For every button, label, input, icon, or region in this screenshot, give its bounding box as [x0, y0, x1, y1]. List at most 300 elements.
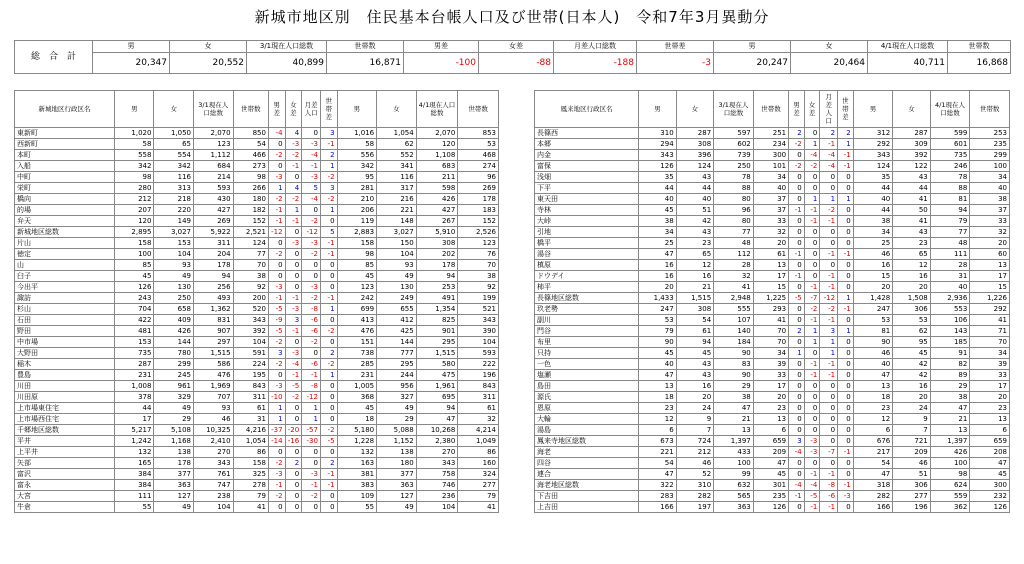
table-row	[535, 183, 1010, 194]
table-cell: 62	[377, 139, 417, 150]
table-cell: 49	[154, 502, 194, 513]
table-cell: 0	[285, 414, 302, 425]
table-cell: 224	[233, 359, 268, 370]
table-cell: 107	[714, 315, 754, 326]
table-cell: 46	[853, 348, 893, 359]
table-cell: -2	[820, 205, 838, 216]
table-cell: -12	[820, 293, 838, 304]
table-row	[15, 205, 499, 216]
table-cell: 148	[377, 216, 417, 227]
table-cell: 0	[320, 271, 337, 282]
table-cell: 4,216	[233, 425, 268, 436]
table-cell: 70	[970, 337, 1010, 348]
table-cell: 312	[853, 128, 893, 139]
table-row	[15, 381, 499, 392]
table-cell: 153	[114, 337, 154, 348]
table-cell: 377	[377, 469, 417, 480]
table-cell: 1	[820, 337, 838, 348]
table-cell: 17	[753, 271, 788, 282]
district-name: 海老地区総数	[535, 480, 639, 491]
table-cell: 21	[714, 414, 754, 425]
table-cell: -3	[268, 469, 285, 480]
table-cell: 0	[285, 337, 302, 348]
table-cell: 3,027	[377, 227, 417, 238]
table-cell: 45	[114, 271, 154, 282]
table-row	[15, 469, 499, 480]
table-cell: -1	[820, 249, 838, 260]
table-cell: 6	[753, 425, 788, 436]
right-header-cell: 女差	[804, 91, 820, 128]
table-cell: 295	[416, 337, 458, 348]
table-row	[535, 370, 1010, 381]
table-cell: 93	[377, 260, 417, 271]
table-cell: 120	[416, 139, 458, 150]
table-row	[15, 359, 499, 370]
table-cell: 23	[893, 238, 931, 249]
district-name: 上吉田	[535, 502, 639, 513]
table-cell: 5,088	[377, 425, 417, 436]
table-cell: 0	[320, 216, 337, 227]
table-cell: 13	[753, 260, 788, 271]
district-name: 副川	[535, 315, 639, 326]
table-cell: 343	[458, 315, 499, 326]
district-name: 長篠西	[535, 128, 639, 139]
table-cell: 0	[804, 260, 820, 271]
table-cell: -1	[285, 161, 302, 172]
table-cell: 54	[676, 315, 714, 326]
table-cell: 0	[789, 260, 805, 271]
table-cell: 0	[838, 260, 854, 271]
table-cell: 565	[714, 491, 754, 502]
table-cell: 40	[753, 183, 788, 194]
table-cell: -2	[320, 172, 337, 183]
table-cell: 16	[676, 271, 714, 282]
table-cell: 363	[714, 502, 754, 513]
table-cell: 124	[676, 161, 714, 172]
table-cell: 39	[970, 359, 1010, 370]
table-cell: -16	[285, 436, 302, 447]
table-cell: 0	[838, 315, 854, 326]
table-cell: 1,508	[893, 293, 931, 304]
table-row	[15, 172, 499, 183]
table-cell: 1,168	[154, 436, 194, 447]
table-cell: 122	[893, 161, 931, 172]
table-cell: 0	[838, 216, 854, 227]
table-row	[535, 260, 1010, 271]
table-cell: -1	[820, 282, 838, 293]
summary-value-cell: -100	[404, 53, 479, 74]
table-cell: 25	[639, 238, 677, 249]
table-cell: 39	[753, 359, 788, 370]
table-cell: 390	[458, 326, 499, 337]
table-cell: 20	[853, 282, 893, 293]
table-cell: 9	[676, 414, 714, 425]
table-cell: 0	[804, 458, 820, 469]
table-cell: 0	[789, 425, 805, 436]
table-cell: 21	[930, 414, 970, 425]
table-cell: 29	[154, 414, 194, 425]
table-cell: 71	[970, 326, 1010, 337]
table-cell: 104	[154, 249, 194, 260]
summary-header-cell: 世帯数	[327, 41, 404, 53]
table-cell: 37	[753, 205, 788, 216]
table-cell: 392	[893, 150, 931, 161]
table-cell: 427	[194, 205, 234, 216]
table-cell: 124	[853, 161, 893, 172]
table-cell: -1	[285, 293, 302, 304]
table-row	[15, 326, 499, 337]
table-cell: 624	[930, 480, 970, 491]
table-cell: 777	[377, 348, 417, 359]
table-cell: -3	[268, 282, 285, 293]
table-cell: 1	[320, 161, 337, 172]
district-name: 塩瀬	[535, 370, 639, 381]
table-cell: 0	[320, 502, 337, 513]
table-cell: 40	[853, 359, 893, 370]
table-cell: 1	[838, 326, 854, 337]
table-cell: 0	[789, 150, 805, 161]
table-cell: 0	[838, 425, 854, 436]
table-cell: -1	[302, 480, 321, 491]
table-cell: 267	[416, 216, 458, 227]
table-cell: 235	[753, 491, 788, 502]
district-name: 弁天	[15, 216, 115, 227]
table-cell: 362	[930, 502, 970, 513]
district-name: 上市場東住宅	[15, 403, 115, 414]
table-cell: 127	[377, 491, 417, 502]
table-cell: 1	[302, 403, 321, 414]
table-row	[535, 128, 1010, 139]
summary-value-cell: 20,464	[791, 53, 868, 74]
table-cell: 41	[893, 194, 931, 205]
table-cell: 1,397	[714, 436, 754, 447]
table-row	[535, 216, 1010, 227]
table-cell: 88	[714, 183, 754, 194]
table-cell: 20	[970, 392, 1010, 403]
table-cell: 151	[337, 337, 377, 348]
table-cell: 53	[853, 315, 893, 326]
right-header-cell: 世帯数	[753, 91, 788, 128]
district-name: 島田	[535, 381, 639, 392]
table-cell: 54	[233, 139, 268, 150]
table-cell: 2,883	[337, 227, 377, 238]
table-cell: 221	[639, 447, 677, 458]
table-cell: 166	[639, 502, 677, 513]
table-cell: -12	[302, 392, 321, 403]
table-cell: 0	[820, 414, 838, 425]
table-cell: -2	[820, 304, 838, 315]
right-header-cell: 世帯数	[970, 91, 1010, 128]
table-cell: 0	[302, 502, 321, 513]
table-cell: 343	[194, 458, 234, 469]
table-cell: 47	[714, 403, 754, 414]
table-cell: -2	[320, 194, 337, 205]
table-cell: 0	[268, 271, 285, 282]
table-cell: 196	[458, 370, 499, 381]
table-cell: 32	[753, 227, 788, 238]
table-cell: 0	[320, 282, 337, 293]
right-district-table	[534, 90, 1010, 513]
table-cell: -4	[789, 480, 805, 491]
table-cell: 377	[154, 469, 194, 480]
table-cell: 659	[970, 436, 1010, 447]
table-cell: 735	[114, 348, 154, 359]
table-row	[15, 502, 499, 513]
table-cell: 244	[377, 370, 417, 381]
table-cell: 132	[337, 447, 377, 458]
district-name: 門谷	[535, 326, 639, 337]
summary-table	[14, 40, 1011, 74]
table-cell: 2,380	[416, 436, 458, 447]
table-cell: -14	[268, 436, 285, 447]
table-row	[15, 315, 499, 326]
table-cell: 2	[789, 326, 805, 337]
table-cell: 104	[233, 337, 268, 348]
table-cell: 49	[377, 271, 417, 282]
table-cell: 207	[114, 205, 154, 216]
table-cell: -1	[804, 282, 820, 293]
table-cell: 0	[838, 502, 854, 513]
table-cell: 16	[853, 260, 893, 271]
table-cell: 20	[753, 238, 788, 249]
table-cell: 29	[377, 414, 417, 425]
table-cell: 2,410	[194, 436, 234, 447]
table-row	[15, 238, 499, 249]
table-cell: 12	[853, 414, 893, 425]
table-cell: 0	[789, 183, 805, 194]
table-cell: 124	[233, 238, 268, 249]
table-cell: -3	[302, 238, 321, 249]
table-cell: 287	[893, 128, 931, 139]
table-cell: 45	[337, 271, 377, 282]
table-cell: 55	[114, 502, 154, 513]
summary-header-cell: 男	[93, 41, 170, 53]
table-cell: 2,895	[114, 227, 154, 238]
right-header-cell: 3/1現在人口総数	[714, 91, 754, 128]
table-cell: 100	[714, 458, 754, 469]
table-cell: 0	[789, 304, 805, 315]
table-cell: 24	[893, 403, 931, 414]
table-cell: 126	[639, 161, 677, 172]
table-row	[535, 425, 1010, 436]
district-name: 中町	[15, 172, 115, 183]
table-cell: 552	[377, 150, 417, 161]
table-cell: 299	[970, 150, 1010, 161]
table-cell: 17	[114, 414, 154, 425]
table-cell: 41	[714, 282, 754, 293]
table-row	[15, 447, 499, 458]
table-cell: 34	[639, 227, 677, 238]
table-cell: 704	[114, 304, 154, 315]
table-cell: 51	[893, 469, 931, 480]
district-name: 豊島	[15, 370, 115, 381]
table-row	[15, 491, 499, 502]
table-cell: -1	[789, 205, 805, 216]
table-cell: 0	[820, 425, 838, 436]
table-cell: 1,005	[337, 381, 377, 392]
table-cell: 83	[714, 359, 754, 370]
table-cell: -1	[804, 205, 820, 216]
table-cell: -7	[820, 447, 838, 458]
table-cell: 23	[676, 238, 714, 249]
table-cell: 0	[268, 161, 285, 172]
table-cell: 2	[838, 128, 854, 139]
table-cell: -1	[789, 491, 805, 502]
table-cell: 33	[970, 216, 1010, 227]
district-name: 徳定	[15, 249, 115, 260]
table-row	[535, 194, 1010, 205]
table-cell: 278	[233, 480, 268, 491]
left-table-body	[15, 128, 499, 513]
table-cell: -1	[320, 238, 337, 249]
table-cell: 1,228	[337, 436, 377, 447]
summary-header-cell: 女	[791, 41, 868, 53]
right-header-cell: 男	[639, 91, 677, 128]
table-cell: 54	[639, 458, 677, 469]
table-cell: 554	[154, 150, 194, 161]
table-cell: 0	[268, 447, 285, 458]
summary-value-cell: -188	[554, 53, 637, 74]
table-row	[535, 172, 1010, 183]
table-cell: 20	[676, 392, 714, 403]
table-row	[15, 337, 499, 348]
table-cell: 53	[458, 139, 499, 150]
table-cell: 77	[233, 249, 268, 260]
table-cell: 92	[458, 282, 499, 293]
left-header-cell: 女	[377, 91, 417, 128]
table-cell: 178	[194, 260, 234, 271]
district-name: 下平	[535, 183, 639, 194]
district-name: 東天田	[535, 194, 639, 205]
table-cell: 2	[285, 458, 302, 469]
table-row	[535, 304, 1010, 315]
left-header-cell: 男差	[268, 91, 285, 128]
table-cell: 384	[114, 469, 154, 480]
table-cell: 1,515	[194, 348, 234, 359]
table-cell: 425	[377, 326, 417, 337]
district-name: 橋平	[535, 238, 639, 249]
table-cell: 0	[302, 447, 321, 458]
table-cell: 61	[753, 249, 788, 260]
table-cell: -1	[302, 370, 321, 381]
right-header-cell: 4/1現在人口総数	[930, 91, 970, 128]
table-cell: -4	[820, 161, 838, 172]
table-cell: 40	[676, 194, 714, 205]
district-name: 鳳来寺地区総数	[535, 436, 639, 447]
table-cell: 231	[337, 370, 377, 381]
table-cell: 0	[838, 227, 854, 238]
table-row	[15, 271, 499, 282]
table-cell: 16	[639, 260, 677, 271]
table-cell: -1	[838, 304, 854, 315]
table-cell: 32	[714, 271, 754, 282]
table-cell: 0	[789, 172, 805, 183]
table-cell: 178	[154, 458, 194, 469]
table-cell: 42	[893, 359, 931, 370]
table-cell: 1	[320, 304, 337, 315]
table-cell: 49	[377, 403, 417, 414]
table-cell: 466	[233, 150, 268, 161]
table-cell: 659	[753, 436, 788, 447]
table-row	[15, 128, 499, 139]
table-row	[15, 216, 499, 227]
table-cell: 0	[820, 183, 838, 194]
table-cell: -1	[804, 502, 820, 513]
table-cell: 15	[853, 271, 893, 282]
table-cell: 476	[194, 370, 234, 381]
table-cell: -4	[285, 359, 302, 370]
left-header-cell: 世帯差	[320, 91, 337, 128]
right-header-cell: 世帯差	[838, 91, 854, 128]
table-cell: 49	[154, 403, 194, 414]
right-header-cell: 月差人口	[820, 91, 838, 128]
table-cell: 2	[320, 150, 337, 161]
table-cell: 5,217	[114, 425, 154, 436]
table-cell: 735	[930, 150, 970, 161]
table-cell: 580	[416, 359, 458, 370]
table-cell: 32	[458, 414, 499, 425]
right-header-cell: 男	[853, 91, 893, 128]
table-cell: 45	[753, 469, 788, 480]
table-cell: 1,961	[416, 381, 458, 392]
table-cell: -6	[302, 359, 321, 370]
table-cell: -30	[302, 436, 321, 447]
left-header-cell: 4/1現在人口総数	[416, 91, 458, 128]
table-cell: 42	[676, 216, 714, 227]
table-cell: 184	[714, 337, 754, 348]
table-cell: 17	[753, 381, 788, 392]
table-cell: 217	[853, 447, 893, 458]
summary-header-cell: 男差	[404, 41, 479, 53]
table-row	[535, 139, 1010, 150]
table-cell: 0	[789, 282, 805, 293]
table-cell: 3	[320, 128, 337, 139]
table-cell: 132	[114, 447, 154, 458]
table-cell: 738	[337, 348, 377, 359]
table-cell: -1	[320, 293, 337, 304]
table-cell: 33	[753, 370, 788, 381]
table-cell: 0	[838, 381, 854, 392]
table-cell: -2	[804, 304, 820, 315]
table-cell: -7	[804, 293, 820, 304]
table-cell: 280	[114, 183, 154, 194]
table-cell: 104	[458, 337, 499, 348]
table-cell: -2	[320, 425, 337, 436]
table-cell: -2	[285, 150, 302, 161]
table-cell: 209	[893, 447, 931, 458]
table-cell: 94	[416, 271, 458, 282]
table-cell: 212	[114, 194, 154, 205]
district-name: 源氏	[535, 392, 639, 403]
district-name: 大宮	[15, 491, 115, 502]
table-row	[535, 403, 1010, 414]
table-row	[15, 425, 499, 436]
table-cell: 0	[804, 348, 820, 359]
table-cell: 111	[114, 491, 154, 502]
district-name: 上市場西住宅	[15, 414, 115, 425]
table-cell: 2,936	[930, 293, 970, 304]
table-row	[535, 227, 1010, 238]
table-cell: 61	[676, 326, 714, 337]
table-cell: -1	[804, 370, 820, 381]
table-cell: 95	[893, 337, 931, 348]
table-cell: 843	[458, 381, 499, 392]
table-cell: 1	[268, 403, 285, 414]
district-name: 野田	[15, 326, 115, 337]
table-cell: 493	[194, 293, 234, 304]
table-cell: 92	[233, 282, 268, 293]
table-cell: 234	[753, 139, 788, 150]
